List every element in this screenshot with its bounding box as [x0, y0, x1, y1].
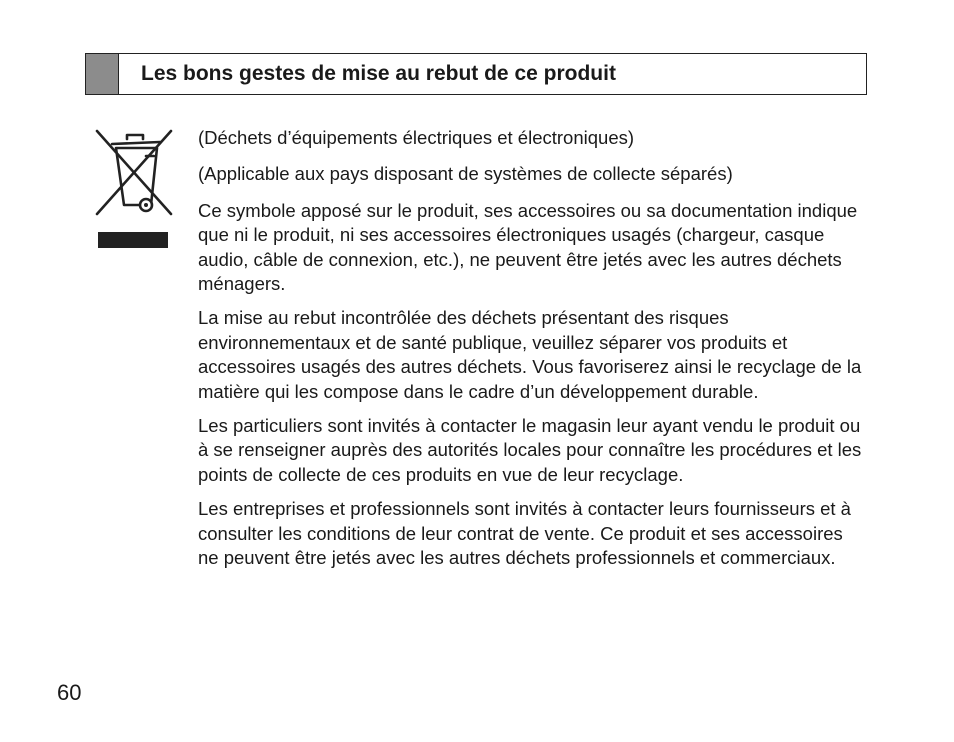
paragraph-applicability: (Applicable aux pays disposant de systèmes de collecte séparés) — [198, 163, 733, 185]
crossed-out-wheeled-bin-icon — [94, 128, 174, 252]
section-title: Les bons gestes de mise au rebut de ce produit — [141, 62, 616, 85]
paragraph-businesses: Les entreprises et professionnels sont invités à contacter leurs fournisseurs et à consulter les conditions de leur contrat de vente. Ce produit et ses accessoires ne peuvent être jetés avec les autres déchets professionnels et commerciaux. — [198, 498, 851, 569]
body-text — [198, 126, 868, 581]
paragraph-disposal-risks: La mise au rebut incontrôlée des déchets présentant des risques environnementaux et de santé publique, veuillez séparer vos produits et accessoires usagés des autres déchets. Vous favoriserez ainsi le recyclage de la matière qui les compose dans le cadre d’un développement durable. — [198, 307, 862, 402]
paragraph-individuals: Les particuliers sont invités à contacter le magasin leur ayant vendu le produit ou à se renseigner auprès des autorités locales pour connaître les procédures et les points de collecte de ces produits en vue de leur recyclage. — [198, 415, 862, 485]
section-header — [85, 53, 867, 95]
paragraph-weee-label: (Déchets d’équipements électriques et électroniques) — [198, 127, 635, 148]
paragraph-symbol-meaning: Ce symbole apposé sur le produit, ses accessoires ou sa documentation indique que ni le produit, ni ses accessoires électroniques usagés (chargeur, casque audio, câble de connexion, etc.), ne peuvent être jetés avec les autres déchets ménagers. — [198, 199, 858, 295]
header-accent-block — [86, 54, 119, 94]
page-number: 60 — [57, 680, 82, 705]
